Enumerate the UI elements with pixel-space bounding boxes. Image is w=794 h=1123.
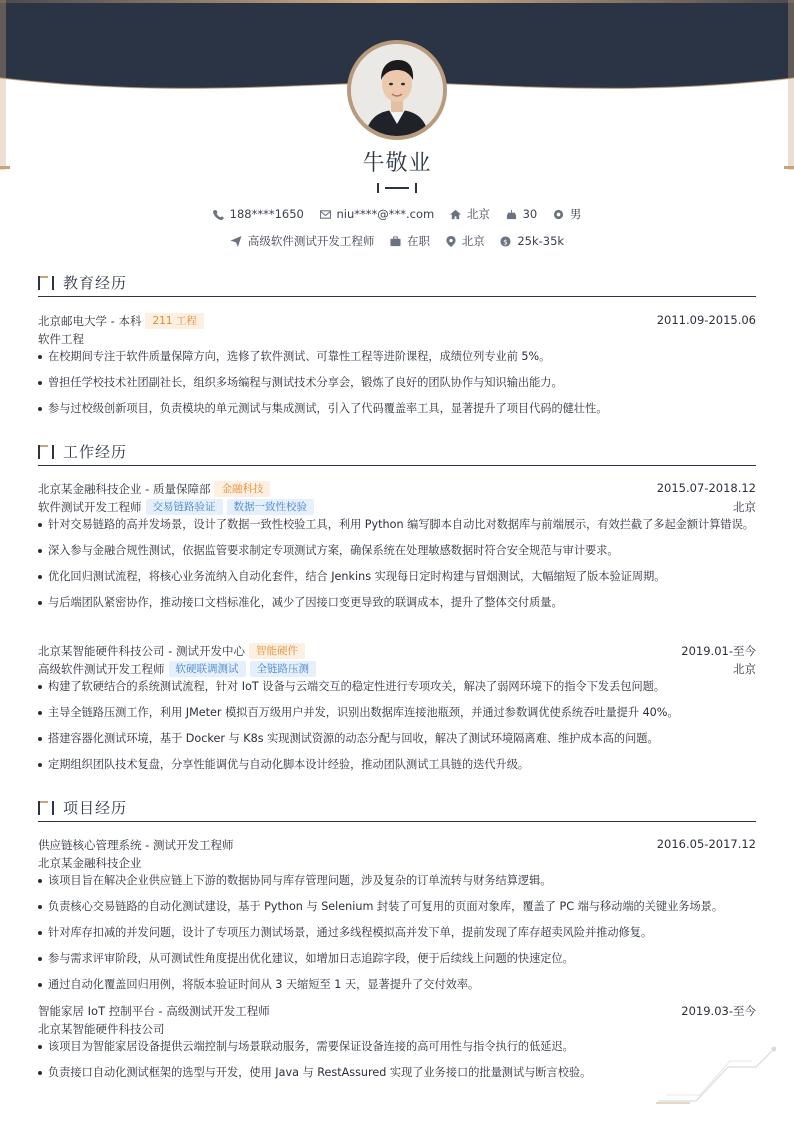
- status-text: 在职: [407, 234, 431, 248]
- email-item: [320, 207, 435, 221]
- job-2-tag-2: 全链路压测: [250, 661, 317, 677]
- project-2-head: [38, 1003, 756, 1019]
- list-item: 参与过校级创新项目，负责模块的单元测试与集成测试，引入了代码覆盖率工具，显著提升了项目代码的健壮性。: [38, 398, 756, 420]
- email-text: niu****@***.com: [336, 207, 435, 221]
- list-item: 该项目为智能家居设备提供云端控制与场景联动服务，需要保证设备连接的高可用性与指令执行的低延迟。: [38, 1036, 756, 1058]
- job-1-bullets: [38, 514, 756, 618]
- salary-text: 25k-35k: [517, 234, 565, 248]
- project-1-head: [38, 837, 756, 853]
- job-1-head: [38, 481, 756, 497]
- list-item: 在校期间专注于软件质量保障方向，选修了软件测试、可靠性工程等进阶课程，成绩位列专业前 5%。: [38, 346, 756, 368]
- job-2-head: [38, 643, 756, 659]
- section-mark-icon: [38, 276, 56, 290]
- work-section-title: [38, 441, 756, 466]
- project-1-company-row: [38, 855, 756, 871]
- salary-item: [500, 234, 564, 248]
- desired-city-text: 北京: [461, 234, 485, 248]
- section-mark-icon: [38, 801, 56, 815]
- gender-text: 男: [569, 207, 582, 221]
- school-name: 北京邮电大学 - 本科: [38, 314, 142, 328]
- list-item: 通过自动化覆盖回归用例，将版本验证时间从 3 天缩短至 1 天，显著提升了交付效率。: [38, 974, 756, 996]
- location-item: [450, 206, 490, 222]
- money-icon: [500, 236, 511, 247]
- job-title-item: [230, 233, 375, 249]
- name-divider: [373, 181, 421, 195]
- list-item: 构建了软硬结合的系统测试流程，针对 IoT 设备与云端交互的稳定性进行专项攻关，解决了弱网环境下的指令下发丢包问题。: [38, 676, 756, 698]
- job-2-position: 高级软件测试开发工程师: [38, 662, 165, 676]
- project-1-name: 供应链核心管理系统 - 测试开发工程师: [38, 838, 234, 852]
- list-item: 优化回归测试流程，将核心业务流纳入自动化套件，结合 Jenkins 实现每日定时构建与冒烟测试，大幅缩短了版本验证周期。: [38, 566, 756, 588]
- job-2-company: 北京某智能硬件科技公司 - 测试开发中心: [38, 644, 245, 658]
- section-mark-icon: [38, 445, 56, 459]
- education-entry-head: [38, 313, 756, 329]
- project-2-dates: 2019.03-至今: [681, 1004, 756, 1018]
- cake-icon: [506, 209, 517, 220]
- job-title-text: 高级软件测试开发工程师: [247, 234, 375, 248]
- job-1-tag-1: 交易链路验证: [146, 499, 223, 515]
- projects-section-title: [38, 797, 756, 822]
- location-icon: [446, 236, 456, 247]
- education-section-title: [38, 272, 756, 297]
- list-item: 与后端团队紧密协作，推动接口文档标准化，减少了因接口变更导致的联调成本，提升了整体交付质量。: [38, 592, 756, 614]
- list-item: 参与需求评审阶段，从可测试性角度提出优化建议，如增加日志追踪字段，便于后续线上问题的快速定位。: [38, 948, 756, 970]
- gender-icon: [553, 209, 564, 220]
- home-icon: [450, 209, 461, 220]
- job-1-city: 北京: [733, 500, 756, 514]
- project-1-company: 北京某金融科技企业: [38, 856, 142, 870]
- job-1-position-row: [38, 499, 756, 515]
- intent-row: [0, 233, 794, 249]
- phone-item: [213, 207, 304, 221]
- job-2-dates: 2019.01-至今: [681, 644, 756, 658]
- status-item: [390, 233, 430, 249]
- job-1-position: 软件测试开发工程师: [38, 500, 142, 514]
- projects-title: 项目经历: [63, 799, 128, 817]
- portrait-image: [351, 44, 443, 136]
- svg-text:$: $: [503, 237, 509, 247]
- send-icon: [230, 236, 242, 247]
- project-1-bullets: [38, 870, 756, 1000]
- location-text: 北京: [466, 207, 490, 221]
- list-item: 深入参与金融合规性测试，依据监管要求制定专项测试方案，确保系统在处理敏感数据时符合安全规范与审计要求。: [38, 540, 756, 562]
- work-title: 工作经历: [63, 443, 128, 461]
- mail-icon: [320, 209, 331, 220]
- list-item: 负责接口自动化测试框架的选型与开发，使用 Java 与 RestAssured 实现了业务接口的批量测试与断言校验。: [38, 1062, 756, 1084]
- job-2-bullets: [38, 676, 756, 780]
- avatar: [347, 40, 447, 140]
- job-1-tag-2: 数据一致性校验: [227, 499, 315, 515]
- list-item: 曾担任学校技术社团副社长，组织多场编程与测试技术分享会，锻炼了良好的团队协作与知识输出能力。: [38, 372, 756, 394]
- project-2-company: 北京某智能硬件科技公司: [38, 1022, 165, 1036]
- phone-text: 188****1650: [229, 207, 304, 221]
- major-name: 软件工程: [38, 332, 84, 346]
- age-text: 30: [522, 207, 538, 221]
- list-item: 该项目旨在解决企业供应链上下游的数据协同与库存管理问题，涉及复杂的订单流转与财务结算逻辑。: [38, 870, 756, 892]
- corner-decoration: [656, 1045, 776, 1105]
- contact-row: [0, 206, 794, 222]
- job-1-dates: 2015.07-2018.12: [656, 481, 756, 495]
- briefcase-icon: [390, 236, 401, 247]
- education-dates: 2011.09-2015.06: [656, 313, 756, 327]
- phone-icon: [213, 209, 224, 220]
- candidate-name: 牛敬业: [362, 151, 432, 176]
- job-2-company-tag: 智能硬件: [249, 643, 305, 659]
- project-2-name: 智能家居 IoT 控制平台 - 高级测试开发工程师: [38, 1004, 270, 1018]
- list-item: 搭建容器化测试环境，基于 Docker 与 K8s 实现测试资源的动态分配与回收，解决了测试环境隔离难、维护成本高的问题。: [38, 728, 756, 750]
- list-item: 负责核心交易链路的自动化测试建设，基于 Python 与 Selenium 封装了可复用的页面对象库，覆盖了 PC 端与移动端的关键业务场景。: [38, 896, 756, 918]
- list-item: 针对交易链路的高并发场景，设计了数据一致性校验工具，利用 Python 编写脚本自动比对数据库与前端展示，有效拦截了多起金额计算错误。: [38, 514, 756, 536]
- list-item: 主导全链路压测工作，利用 JMeter 模拟百万级用户并发，识别出数据库连接池瓶颈，并通过参数调优使系统吞吐量提升 40%。: [38, 702, 756, 724]
- job-2-position-row: [38, 661, 756, 677]
- job-2-city: 北京: [733, 662, 756, 676]
- desired-city-item: [446, 233, 485, 249]
- list-item: 针对库存扣减的并发问题，设计了专项压力测试场景，通过多线程模拟高并发下单，提前发现了库存超卖风险并推动修复。: [38, 922, 756, 944]
- education-bullets: [38, 346, 756, 424]
- gender-item: [553, 206, 582, 222]
- project-2-bullets: [38, 1036, 756, 1088]
- job-2-tag-1: 软硬联调测试: [169, 661, 246, 677]
- education-title: 教育经历: [63, 274, 128, 292]
- job-1-company-tag: 金融科技: [214, 481, 270, 497]
- job-1-company: 北京某金融科技企业 - 质量保障部: [38, 482, 211, 496]
- school-tag: 211 工程: [145, 313, 203, 329]
- list-item: 定期组织团队技术复盘，分享性能调优与自动化脚本设计经验，推动团队测试工具链的迭代升级。: [38, 754, 756, 776]
- education-major-row: [38, 331, 756, 347]
- project-2-company-row: [38, 1021, 756, 1037]
- project-1-dates: 2016.05-2017.12: [656, 837, 756, 851]
- age-item: [506, 207, 538, 221]
